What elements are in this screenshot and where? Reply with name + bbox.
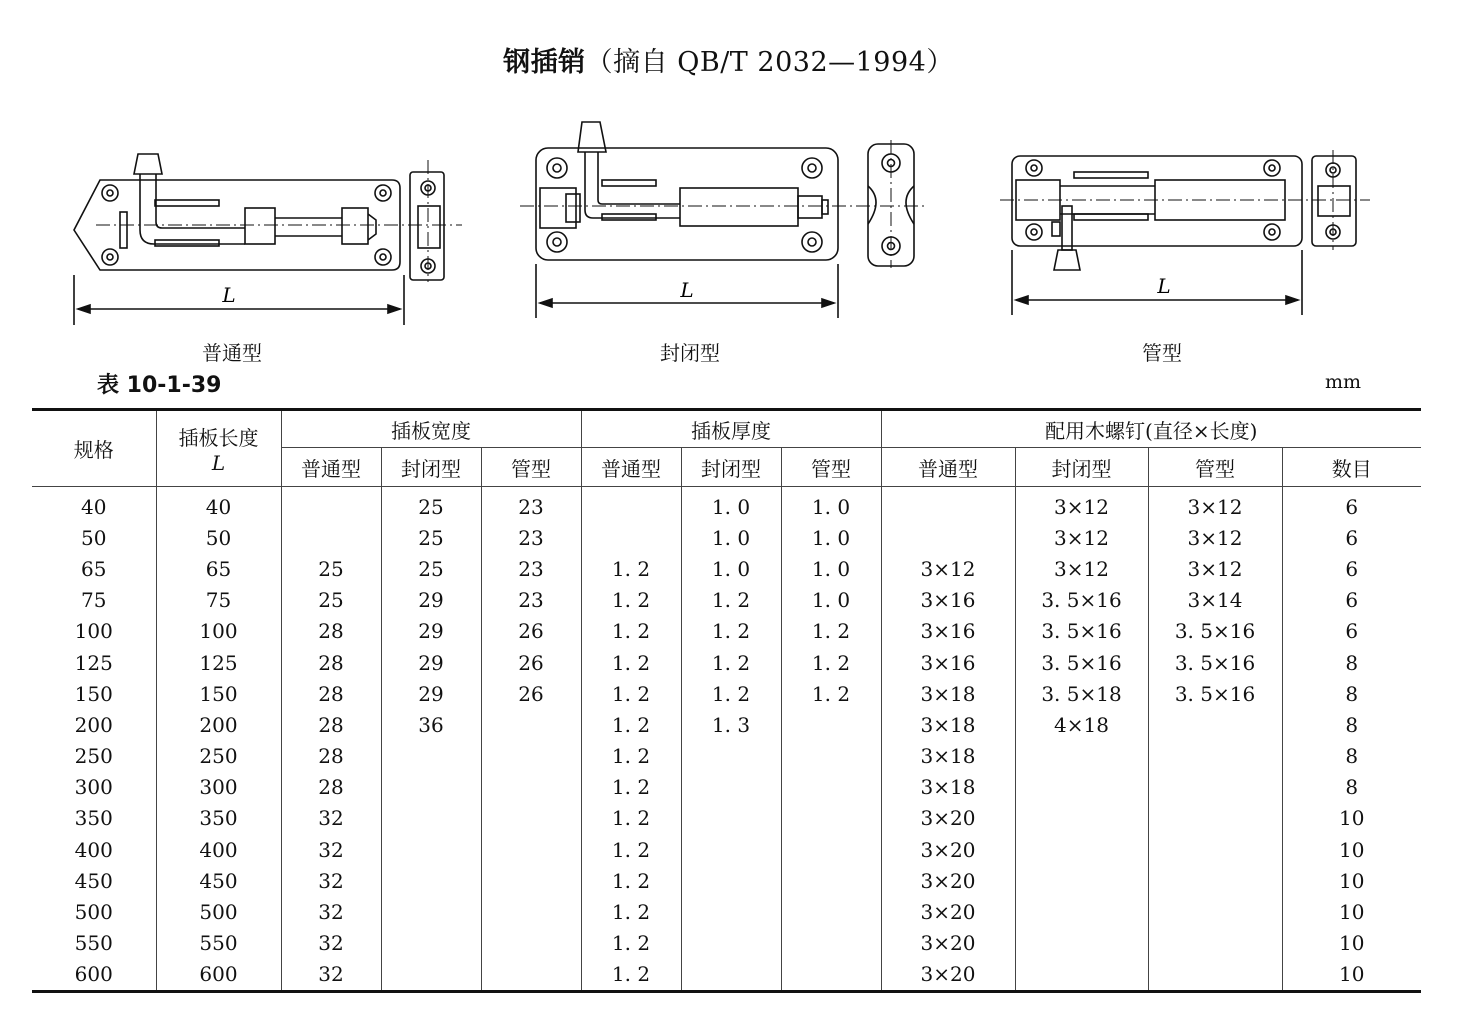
cell-thickness-tube: 1. 2 — [781, 678, 881, 709]
cell-width-tube: 26 — [481, 678, 581, 709]
cell-screw-count: 6 — [1282, 522, 1421, 553]
cell-thickness-common — [581, 522, 681, 553]
cell-thickness-tube: 1. 2 — [781, 647, 881, 678]
cell-width-common: 28 — [281, 647, 381, 678]
cell-length: 450 — [156, 865, 281, 896]
cell-width-common: 32 — [281, 928, 381, 959]
cell-thickness-closed: 1. 3 — [681, 709, 781, 740]
cell-thickness-common: 1. 2 — [581, 616, 681, 647]
table-label: 表 10-1-39 — [97, 373, 222, 398]
table-row — [32, 803, 1421, 834]
cell-screw-tube — [1148, 803, 1282, 834]
table-row — [32, 647, 1421, 678]
cell-screw-closed — [1015, 803, 1148, 834]
closed-bolt-drawing — [536, 122, 914, 318]
cell-thickness-common: 1. 2 — [581, 772, 681, 803]
cell-thickness-tube: 1. 0 — [781, 522, 881, 553]
cell-screw-common: 3×18 — [881, 709, 1015, 740]
cell-width-common — [281, 522, 381, 553]
common-bolt-drawing — [74, 154, 444, 325]
cell-screw-count: 8 — [1282, 678, 1421, 709]
cell-spec: 500 — [74, 900, 113, 925]
cell-width-closed: 29 — [381, 616, 481, 647]
cell-thickness-closed — [681, 928, 781, 959]
cell-screw-count: 6 — [1282, 487, 1421, 523]
cell-screw-count: 10 — [1282, 834, 1421, 865]
cell-thickness-tube — [781, 803, 881, 834]
cell-width-tube — [481, 896, 581, 927]
cell-width-common: 32 — [281, 803, 381, 834]
table-row — [32, 585, 1421, 616]
cell-thickness-common — [581, 487, 681, 523]
title-main: 钢插销 — [503, 47, 586, 78]
cell-thickness-closed: 1. 0 — [681, 522, 781, 553]
cell-thickness-common: 1. 2 — [581, 553, 681, 584]
cell-screw-tube — [1148, 865, 1282, 896]
cell-thickness-closed: 1. 0 — [681, 553, 781, 584]
cell-spec: 50 — [81, 525, 107, 550]
cell-thickness-tube — [781, 772, 881, 803]
table-row — [32, 896, 1421, 927]
cell-length: 550 — [156, 928, 281, 959]
cell-screw-common: 3×16 — [881, 616, 1015, 647]
cell-width-common: 25 — [281, 585, 381, 616]
cell-screw-count: 10 — [1282, 959, 1421, 992]
cell-screw-closed: 3. 5×16 — [1015, 616, 1148, 647]
title-sub: （摘自 QB/T 2032—1994） — [585, 47, 954, 78]
cell-width-closed: 36 — [381, 709, 481, 740]
cell-length: 40 — [156, 487, 281, 523]
header-screw-closed: 封闭型 — [1015, 448, 1148, 487]
cell-screw-tube: 3. 5×16 — [1148, 647, 1282, 678]
cell-width-closed: 29 — [381, 647, 481, 678]
cell-width-closed — [381, 772, 481, 803]
cell-screw-closed — [1015, 959, 1148, 992]
cell-thickness-tube — [781, 896, 881, 927]
header-width-group: 插板宽度 — [281, 410, 581, 448]
cell-thickness-closed: 1. 2 — [681, 616, 781, 647]
table-body — [32, 487, 1421, 992]
cell-width-closed: 25 — [381, 487, 481, 523]
header-screw-count: 数目 — [1282, 448, 1421, 487]
cell-width-closed — [381, 928, 481, 959]
cell-screw-count: 6 — [1282, 585, 1421, 616]
cell-screw-tube: 3×14 — [1148, 585, 1282, 616]
spec-table — [32, 408, 1421, 993]
cell-spec: 550 — [74, 931, 113, 956]
cell-spec: 125 — [74, 650, 113, 675]
cell-thickness-closed — [681, 772, 781, 803]
cell-spec: 65 — [81, 556, 107, 581]
cell-screw-common: 3×20 — [881, 803, 1015, 834]
cell-screw-closed: 3×12 — [1015, 553, 1148, 584]
cell-screw-count: 10 — [1282, 865, 1421, 896]
cell-screw-count: 8 — [1282, 709, 1421, 740]
header-width-closed: 封闭型 — [381, 448, 481, 487]
cell-thickness-common: 1. 2 — [581, 709, 681, 740]
cell-screw-tube: 3×12 — [1148, 553, 1282, 584]
cell-screw-tube: 3×12 — [1148, 487, 1282, 523]
cell-thickness-tube: 1. 2 — [781, 616, 881, 647]
cell-spec: 400 — [74, 837, 113, 862]
cell-screw-closed: 3. 5×16 — [1015, 585, 1148, 616]
caption-common: 普通型 — [202, 341, 262, 365]
cell-screw-closed — [1015, 772, 1148, 803]
header-thickness-group: 插板厚度 — [581, 410, 881, 448]
cell-thickness-closed — [681, 959, 781, 992]
header-width-tube: 管型 — [481, 448, 581, 487]
cell-thickness-tube — [781, 834, 881, 865]
cell-screw-tube — [1148, 709, 1282, 740]
cell-thickness-tube: 1. 0 — [781, 487, 881, 523]
cell-spec: 200 — [74, 712, 113, 737]
cell-width-closed: 29 — [381, 585, 481, 616]
cell-screw-count: 8 — [1282, 741, 1421, 772]
cell-spec: 300 — [74, 775, 113, 800]
cell-width-tube — [481, 959, 581, 992]
cell-length: 125 — [156, 647, 281, 678]
caption-tube: 管型 — [1142, 341, 1182, 365]
cell-screw-common: 3×18 — [881, 741, 1015, 772]
cell-screw-count: 6 — [1282, 616, 1421, 647]
cell-length: 400 — [156, 834, 281, 865]
cell-thickness-tube — [781, 959, 881, 992]
cell-length: 75 — [156, 585, 281, 616]
cell-width-closed — [381, 959, 481, 992]
cell-length: 600 — [156, 959, 281, 992]
cell-width-closed — [381, 896, 481, 927]
cell-thickness-closed — [681, 803, 781, 834]
cell-screw-count: 10 — [1282, 896, 1421, 927]
cell-width-common: 28 — [281, 741, 381, 772]
tube-bolt-drawing — [1012, 156, 1356, 315]
cell-width-common: 28 — [281, 678, 381, 709]
cell-width-tube — [481, 803, 581, 834]
cell-screw-common: 3×20 — [881, 896, 1015, 927]
common-dimension-label: L — [222, 283, 236, 307]
cell-width-tube — [481, 928, 581, 959]
cell-screw-common — [881, 487, 1015, 523]
cell-screw-closed — [1015, 865, 1148, 896]
caption-closed: 封闭型 — [660, 341, 720, 365]
cell-width-common: 28 — [281, 772, 381, 803]
header-screw-tube: 管型 — [1148, 448, 1282, 487]
cell-screw-common: 3×16 — [881, 647, 1015, 678]
cell-width-common: 25 — [281, 553, 381, 584]
cell-screw-common: 3×20 — [881, 834, 1015, 865]
cell-thickness-closed: 1. 2 — [681, 585, 781, 616]
cell-screw-count: 8 — [1282, 772, 1421, 803]
cell-screw-common: 3×20 — [881, 865, 1015, 896]
cell-screw-closed: 3. 5×16 — [1015, 647, 1148, 678]
cell-screw-common: 3×12 — [881, 553, 1015, 584]
table-row — [32, 678, 1421, 709]
header-length-symbol: L — [211, 451, 226, 475]
bolt-drawings — [0, 0, 1457, 380]
closed-dimension-label: L — [680, 278, 694, 302]
cell-width-tube — [481, 709, 581, 740]
cell-thickness-common: 1. 2 — [581, 678, 681, 709]
cell-length: 150 — [156, 678, 281, 709]
header-screw-common: 普通型 — [881, 448, 1015, 487]
cell-width-tube: 23 — [481, 487, 581, 523]
header-length — [156, 410, 281, 487]
cell-thickness-common: 1. 2 — [581, 741, 681, 772]
table-row — [32, 616, 1421, 647]
cell-width-tube — [481, 865, 581, 896]
cell-length: 50 — [156, 522, 281, 553]
table-row — [32, 487, 1421, 523]
cell-width-tube: 26 — [481, 647, 581, 678]
cell-width-tube — [481, 772, 581, 803]
cell-length: 500 — [156, 896, 281, 927]
cell-screw-closed — [1015, 928, 1148, 959]
cell-screw-closed: 3×12 — [1015, 487, 1148, 523]
cell-thickness-common: 1. 2 — [581, 585, 681, 616]
table-row — [32, 834, 1421, 865]
cell-thickness-common: 1. 2 — [581, 865, 681, 896]
cell-width-common: 32 — [281, 834, 381, 865]
table-row — [32, 522, 1421, 553]
cell-width-closed — [381, 834, 481, 865]
cell-thickness-closed: 1. 0 — [681, 487, 781, 523]
cell-thickness-tube — [781, 709, 881, 740]
cell-thickness-closed — [681, 896, 781, 927]
cell-length: 300 — [156, 772, 281, 803]
cell-width-tube: 23 — [481, 553, 581, 584]
cell-thickness-closed: 1. 2 — [681, 678, 781, 709]
cell-screw-tube: 3×12 — [1148, 522, 1282, 553]
cell-width-closed — [381, 741, 481, 772]
cell-screw-count: 8 — [1282, 647, 1421, 678]
table-row — [32, 741, 1421, 772]
cell-thickness-common: 1. 2 — [581, 928, 681, 959]
cell-spec: 150 — [74, 681, 113, 706]
cell-width-closed — [381, 803, 481, 834]
cell-width-tube — [481, 834, 581, 865]
header-screw-group: 配用木螺钉(直径×长度) — [881, 410, 1421, 448]
cell-width-closed: 29 — [381, 678, 481, 709]
cell-thickness-tube: 1. 0 — [781, 585, 881, 616]
cell-screw-count: 10 — [1282, 928, 1421, 959]
cell-length: 350 — [156, 803, 281, 834]
header-thickness-common: 普通型 — [581, 448, 681, 487]
cell-screw-count: 6 — [1282, 553, 1421, 584]
header-width-common: 普通型 — [281, 448, 381, 487]
cell-width-common — [281, 487, 381, 523]
table-row — [32, 772, 1421, 803]
cell-screw-common: 3×18 — [881, 772, 1015, 803]
cell-screw-closed — [1015, 741, 1148, 772]
cell-thickness-common: 1. 2 — [581, 959, 681, 992]
cell-width-common: 32 — [281, 959, 381, 992]
cell-length: 65 — [156, 553, 281, 584]
table-row — [32, 865, 1421, 896]
cell-thickness-closed — [681, 834, 781, 865]
cell-screw-tube — [1148, 772, 1282, 803]
cell-screw-closed — [1015, 834, 1148, 865]
cell-width-tube: 23 — [481, 522, 581, 553]
cell-thickness-tube — [781, 865, 881, 896]
cell-screw-tube — [1148, 896, 1282, 927]
table-row — [32, 709, 1421, 740]
cell-thickness-common: 1. 2 — [581, 647, 681, 678]
cell-thickness-closed: 1. 2 — [681, 647, 781, 678]
cell-thickness-common: 1. 2 — [581, 803, 681, 834]
cell-screw-tube — [1148, 741, 1282, 772]
cell-screw-tube: 3. 5×16 — [1148, 678, 1282, 709]
table-row — [32, 928, 1421, 959]
cell-thickness-closed — [681, 865, 781, 896]
cell-width-tube — [481, 741, 581, 772]
cell-screw-closed: 3×12 — [1015, 522, 1148, 553]
cell-width-closed: 25 — [381, 522, 481, 553]
cell-screw-common: 3×20 — [881, 959, 1015, 992]
cell-screw-common: 3×16 — [881, 585, 1015, 616]
cell-width-tube: 23 — [481, 585, 581, 616]
cell-screw-tube — [1148, 834, 1282, 865]
cell-spec: 350 — [74, 806, 113, 831]
cell-width-common: 28 — [281, 616, 381, 647]
cell-spec: 100 — [74, 619, 113, 644]
cell-width-closed — [381, 865, 481, 896]
cell-spec: 450 — [74, 868, 113, 893]
cell-thickness-tube: 1. 0 — [781, 553, 881, 584]
cell-thickness-common: 1. 2 — [581, 896, 681, 927]
cell-length: 250 — [156, 741, 281, 772]
header-thickness-tube: 管型 — [781, 448, 881, 487]
cell-thickness-tube — [781, 928, 881, 959]
cell-spec: 40 — [81, 494, 107, 519]
cell-screw-tube: 3. 5×16 — [1148, 616, 1282, 647]
cell-thickness-common: 1. 2 — [581, 834, 681, 865]
cell-screw-count: 10 — [1282, 803, 1421, 834]
cell-length: 100 — [156, 616, 281, 647]
cell-width-common: 32 — [281, 865, 381, 896]
cell-screw-common: 3×20 — [881, 928, 1015, 959]
header-length-text: 插板长度 — [178, 426, 259, 450]
cell-width-tube: 26 — [481, 616, 581, 647]
cell-length: 200 — [156, 709, 281, 740]
cell-spec: 250 — [74, 744, 113, 769]
cell-thickness-closed — [681, 741, 781, 772]
cell-screw-common: 3×18 — [881, 678, 1015, 709]
tube-dimension-label: L — [1157, 274, 1171, 298]
cell-screw-closed — [1015, 896, 1148, 927]
cell-width-common: 28 — [281, 709, 381, 740]
cell-screw-tube — [1148, 959, 1282, 992]
cell-thickness-tube — [781, 741, 881, 772]
header-thickness-closed: 封闭型 — [681, 448, 781, 487]
cell-screw-tube — [1148, 928, 1282, 959]
unit-label: mm — [1325, 371, 1362, 393]
cell-width-closed: 25 — [381, 553, 481, 584]
table-row — [32, 553, 1421, 584]
table-row — [32, 959, 1421, 992]
cell-screw-closed: 4×18 — [1015, 709, 1148, 740]
header-spec: 规格 — [32, 410, 156, 487]
cell-screw-closed: 3. 5×18 — [1015, 678, 1148, 709]
cell-spec: 75 — [81, 588, 107, 613]
cell-screw-common — [881, 522, 1015, 553]
cell-width-common: 32 — [281, 896, 381, 927]
cell-spec: 600 — [32, 959, 156, 992]
